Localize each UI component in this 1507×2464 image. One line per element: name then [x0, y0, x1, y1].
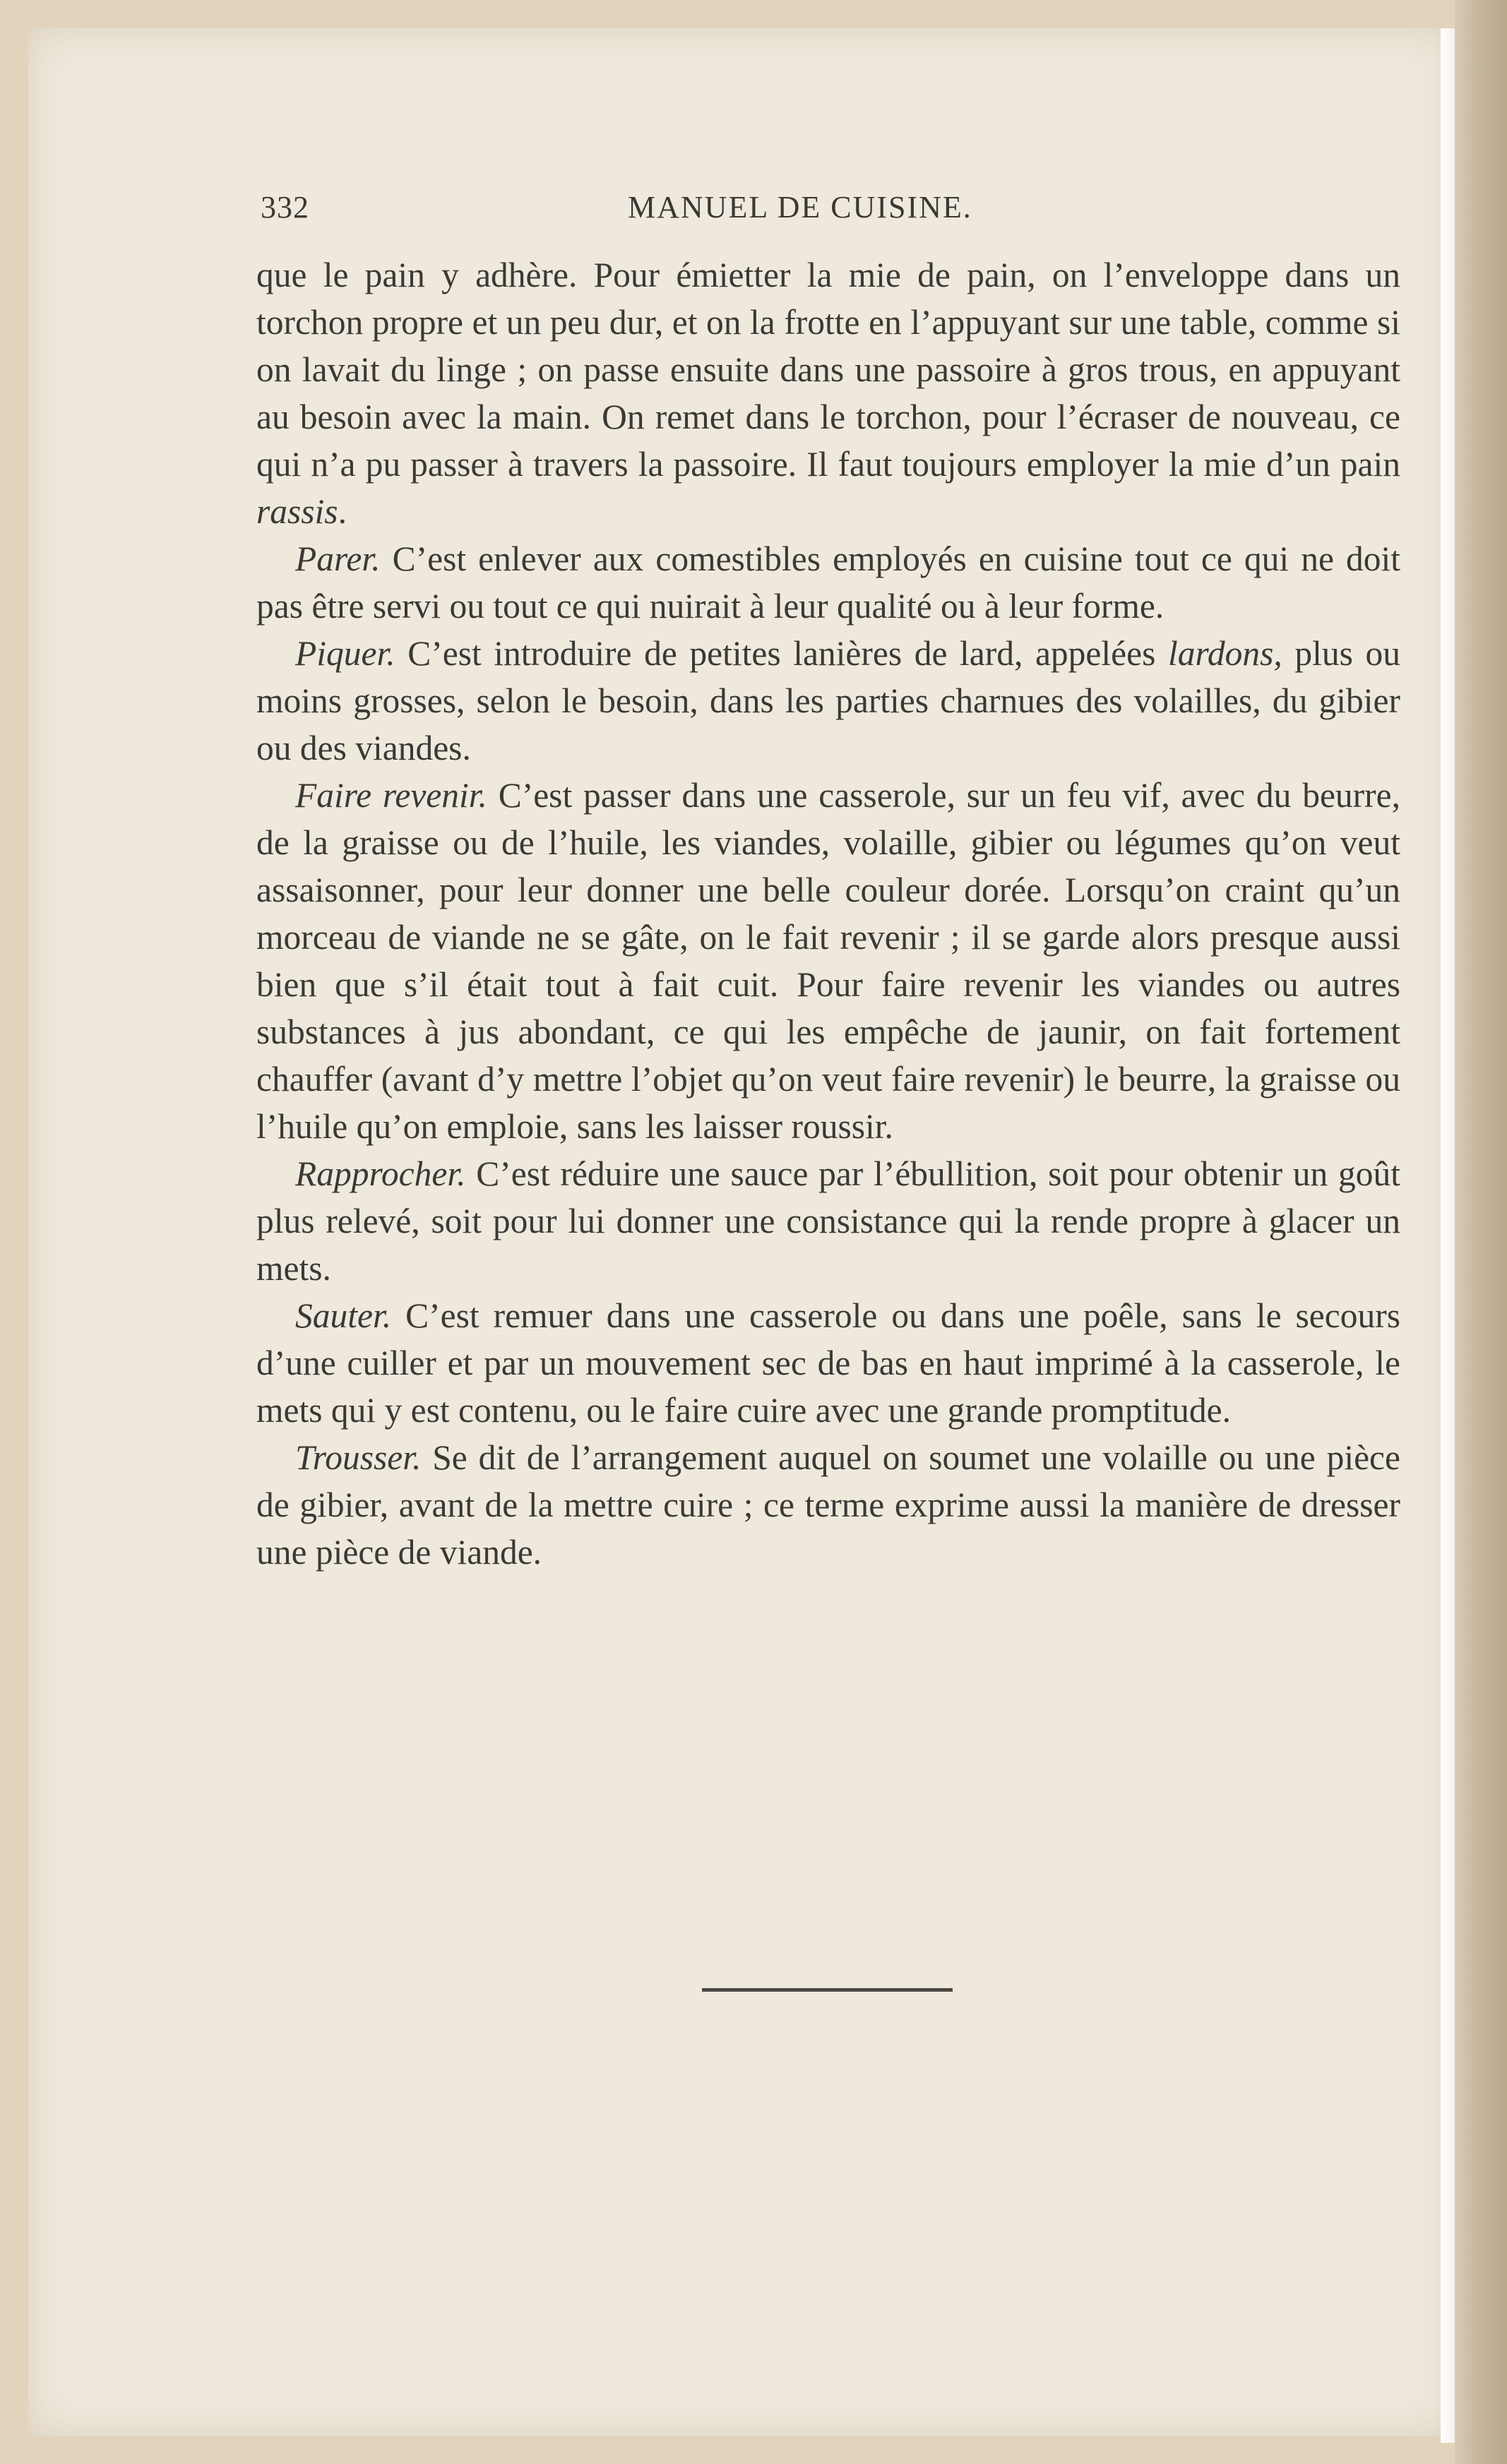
running-header	[261, 189, 1398, 232]
term-label: Parer.	[295, 539, 381, 578]
definition-parer	[256, 535, 1400, 630]
italic-word: rassis	[256, 492, 338, 531]
section-divider	[702, 1988, 953, 1992]
term-label: Piquer.	[295, 634, 395, 673]
page-number: 332	[261, 190, 309, 225]
running-title: MANUEL DE CUISINE.	[628, 190, 972, 225]
term-label: Trousser.	[295, 1438, 422, 1477]
term-label: Sauter.	[295, 1296, 392, 1335]
definition-rapprocher	[256, 1150, 1400, 1292]
book-edge	[1455, 0, 1507, 2464]
definition-text: C’est remuer dans une casserole ou dans une poêle, sans le secours d’une cuiller et par un mouvement sec de bas en haut imprimé à la casserole, le mets qui y est contenu, ou le faire cuire avec une grande promptitude.	[256, 1296, 1400, 1430]
definition-piquer	[256, 630, 1400, 772]
definition-text-after: plus ou moins grosses, selon le besoin, dans les parties charnues des volailles, du gibier ou des viandes.	[256, 634, 1400, 767]
paragraph-text: que le pain y adhère. Pour émietter la mie de pain, on l’enveloppe dans un torchon propre et un peu dur, et on la frotte en l’appuyant sur une table, comme si on lavait du linge ; on passe ensuite dans une passoire à gros trous, en appuyant au besoin avec la main. On remet dans le torchon, pour l’écraser de nouveau, ce qui n’a pu passer à travers la passoire. Il faut toujours employer la mie d’un pain	[256, 256, 1400, 484]
definition-trousser	[256, 1434, 1400, 1576]
definition-text: C’est enlever aux comestibles employés en cuisine tout ce qui ne doit pas être servi ou tout ce qui nuirait à leur qualité ou à leur forme.	[256, 539, 1400, 626]
definition-sauter	[256, 1292, 1400, 1434]
term-label: Rapprocher.	[295, 1154, 466, 1193]
italic-word: lardons,	[1167, 634, 1282, 673]
paragraph-end: .	[338, 492, 347, 531]
definition-text: Se dit de l’arrangement auquel on soumet une volaille ou une pièce de gibier, avant de la mettre cuire ; ce terme exprime aussi la manière de dresser une pièce de viande.	[256, 1438, 1400, 1572]
definition-faire-revenir	[256, 772, 1400, 1150]
definition-text: C’est introduire de petites lanières de lard, appelées	[395, 634, 1168, 673]
paragraph-continuation	[256, 251, 1400, 535]
page-edge	[1441, 28, 1456, 2443]
definition-text: C’est passer dans une casserole, sur un feu vif, avec du beurre, de la graisse ou de l’huile, les viandes, volaille, gibier ou légumes qu’on veut assaisonner, pour leur donner une belle couleur dorée. Lorsqu’on craint qu’un morceau de viande ne se gâte, on le fait revenir ; il se garde alors presque aussi bien que s’il était tout à fait cuit. Pour faire revenir les viandes ou autres substances à jus abondant, ce qui les empêche de jaunir, on fait fortement chauffer (avant d’y mettre l’objet qu’on veut faire revenir) le beurre, la graisse ou l’huile qu’on emploie, sans les laisser roussir.	[256, 776, 1400, 1146]
definition-text: C’est réduire une sauce par l’ébullition, soit pour obtenir un goût plus relevé, soit pour lui donner une consistance qui la rende propre à glacer un mets.	[256, 1154, 1400, 1288]
body-text	[256, 251, 1400, 1576]
term-label: Faire revenir.	[295, 776, 487, 815]
